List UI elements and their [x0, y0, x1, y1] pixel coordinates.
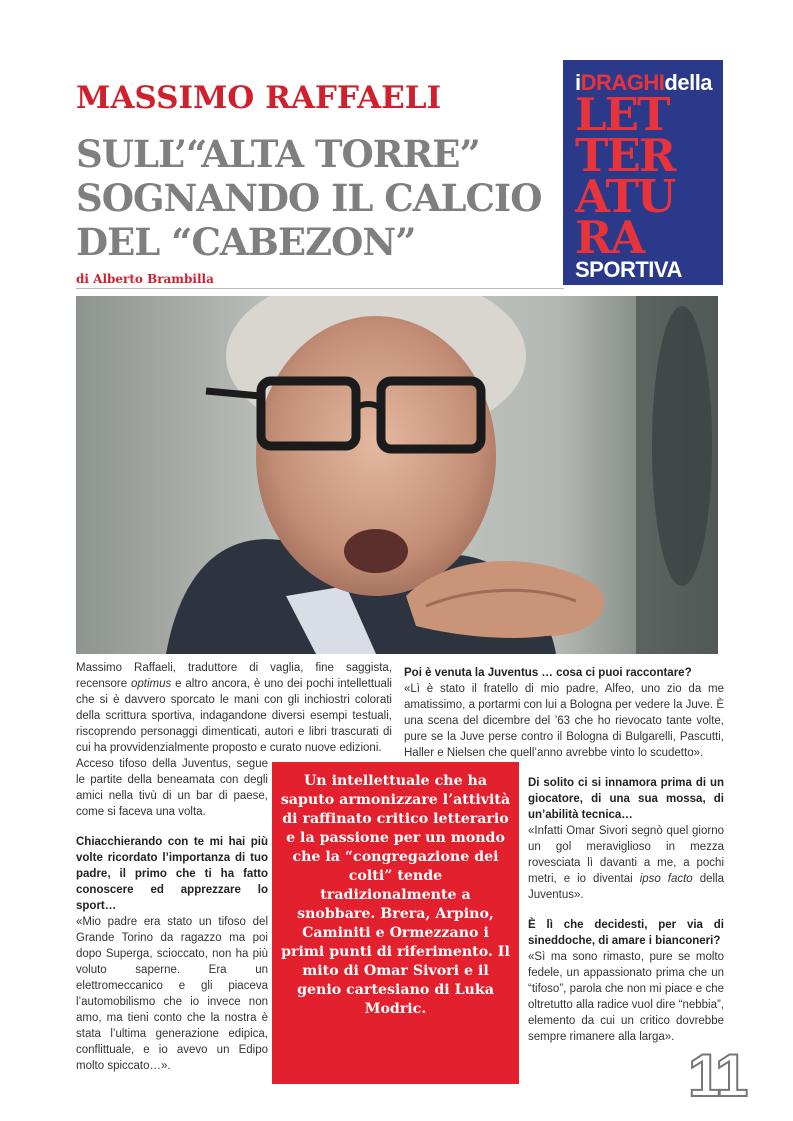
badge-big-line-1: LET: [575, 88, 669, 141]
series-badge: [563, 60, 723, 285]
intro-text-a: Massimo Raffaeli, traduttore di vaglia, fine saggista, recensore: [76, 662, 392, 690]
portrait-photo: [76, 296, 718, 654]
intro-paragraph: [76, 660, 392, 756]
badge-sportiva: SPORTIVA: [575, 257, 682, 282]
question-2: Poi è venuta la Juventus … cosa ci puoi raccontare?: [404, 667, 692, 679]
byline: di Alberto Brambilla: [76, 272, 214, 286]
answer-3: [528, 823, 724, 903]
badge-top-della: della: [664, 70, 713, 95]
byline-divider: [76, 288, 564, 289]
answer-1: «Mio padre era stato un tifoso del Grande Torino da ragazzo ma poi dopo Superga, scioccato, non ha più voluto saperne. Era un elettromeccanico e gli piaceva l’automobilismo che io invece non amo, ma tieni conto che la nostra è stata l’ultima generazione edipica, conflittuale, e io avevo un Edipo molto spiccato…».: [76, 916, 268, 1072]
badge-big-line-2: TER: [575, 129, 675, 182]
answer-4: «Sì ma sono rimasto, pure se molto fedele, un appassionato prima che un “tifoso”, parola che non mi piace e che oltretutto alla radice vuol dire “nebbia”, elemento da cui un critico dovrebbe sempre rimanere alla larga».: [528, 951, 724, 1043]
badge-top-i: i: [575, 70, 581, 95]
badge-top-draghi: DRAGHI: [580, 70, 665, 95]
question-3: Di solito ci si innamora prima di un giocatore, di una sua mossa, di un’abilità tecnica…: [528, 777, 724, 821]
portrait-illustration: [76, 296, 718, 654]
badge-big-line-3: ATU: [575, 170, 675, 223]
author-name: MASSIMO RAFFAELI: [76, 80, 442, 116]
answer-3-em: ipso facto: [639, 873, 693, 885]
page-number: 11: [688, 1042, 746, 1109]
answer-3-text-a: «Infatti Omar Sivori segnò quel giorno un gol meraviglioso in mezza rovesciata lì davanti a me, a pochi metri, e io diventai: [528, 825, 724, 885]
headline: [76, 132, 566, 264]
headline-line-3: DEL “CABEZON”: [76, 220, 416, 264]
pull-quote: Un intellettuale che ha saputo armonizzare l’attività di raffinato critico letterario e la passione per un mondo che la “congregazione dei colti” tende tradizionalmente a snobbare. Brera, Arpino, Caminiti e Ormezzano i primi punti di riferimento. Il mito di Omar Sivori e il genio cartesiano di Luka Modric.: [272, 762, 519, 1084]
answer-2: «Lì è stato il fratello di mio padre, Alfeo, uno zio da me amatissimo, a portarmi con lui a Bologna per vedere la Juve. È una scena del dicembre del ’63 che ho rievocato tante volte, pure se la Juve perse contro il Bologna di Bulgarelli, Pascutti, Haller e Nielsen che quell’anno avrebbe vinto lo scudetto».: [404, 683, 724, 759]
answer-3-text-b: della Juventus».: [528, 873, 724, 901]
intro-paragraph-2: Acceso tifoso della Juventus, segue le partite della beneamata con degli amici nella tivù di un bar di paese, come si faceva una volta.: [76, 758, 268, 818]
badge-big-line-4: RA: [575, 211, 644, 264]
headline-line-1: SULL’“ALTA TORRE”: [76, 132, 480, 176]
intro-text-b: e altro ancora, è uno dei pochi intellettuali che si è davvero sporcato le mani con gli inchiostri colorati della scrittura sportiva, indagandone diversi esempi testuali, riscoprendo personaggi dimenticati, autori e libri trascurati di cui ha provvidenzialmente proposto e curato nuove edizioni.: [76, 678, 392, 754]
intro-text-em: optimus: [131, 678, 172, 690]
question-1: Chiacchierando con te mi hai più volte ricordato l’importanza di tuo padre, il primo che ti ha fatto conoscere ed apprezzare lo sport…: [76, 836, 268, 912]
question-4: È lì che decidesti, per via di sineddoche, di amare i bianconeri?: [528, 919, 724, 947]
badge-letteratura: [575, 88, 723, 264]
headline-line-2: SOGNANDO IL CALCIO: [76, 176, 542, 220]
